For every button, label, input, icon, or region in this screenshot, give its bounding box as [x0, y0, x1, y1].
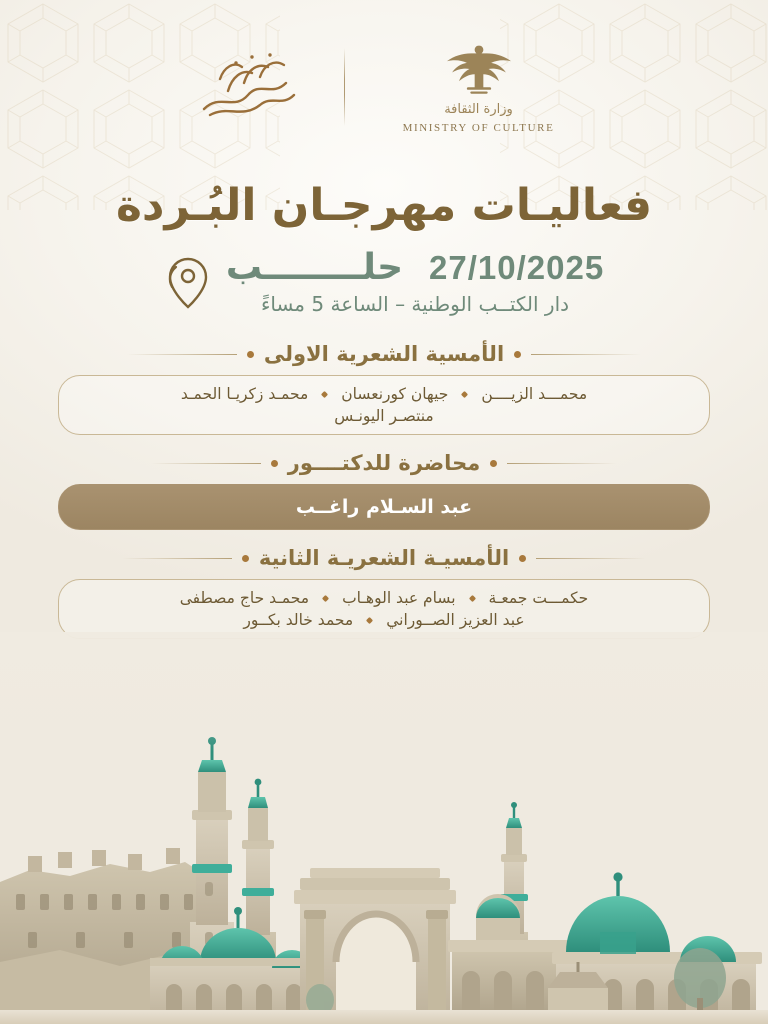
section-rule-left	[507, 463, 617, 464]
map-pin-icon	[164, 253, 212, 311]
section-title: الأمسية الشعرية الاولى	[263, 342, 505, 366]
header-divider	[344, 48, 345, 126]
name-separator-dot	[461, 390, 468, 397]
section-rule-right	[151, 463, 261, 464]
section-rule-right	[122, 558, 232, 559]
section-bullet-right	[247, 351, 254, 358]
program-section	[58, 342, 710, 435]
page-title: فعاليـات مهرجـان البُـردة	[115, 180, 653, 231]
event-meta	[0, 247, 768, 316]
name-separator-dot	[322, 594, 329, 601]
names-row	[75, 407, 693, 425]
festival-calligraphy-logo	[190, 39, 310, 135]
section-bullet-left	[490, 460, 497, 467]
name-separator-dot	[321, 390, 328, 397]
section-bullet-right	[271, 460, 278, 467]
participant-name: حكمـــت جمعـة	[488, 589, 589, 607]
program-section	[58, 546, 710, 639]
program-section	[58, 451, 710, 530]
names-row	[75, 496, 693, 518]
title-block	[0, 178, 768, 233]
section-header	[58, 546, 710, 570]
section-rule-left	[531, 354, 641, 355]
section-bullet-right	[242, 555, 249, 562]
participant-name: عبد السـلام راغــب	[295, 496, 473, 518]
names-row	[75, 589, 693, 607]
event-venue: دار الكتــب الوطنية – الساعة 5 مساءً	[260, 292, 570, 316]
city-skyline-illustration	[0, 632, 768, 1024]
name-separator-dot	[468, 594, 475, 601]
event-city: حلــــــــب	[225, 247, 404, 288]
ministry-logo	[379, 41, 579, 134]
names-box	[58, 375, 710, 435]
calligraphy-icon	[190, 39, 310, 135]
participant-name: بسام عبد الوهـاب	[342, 589, 456, 607]
eagle-emblem-icon	[427, 41, 531, 97]
participant-name: منتصـر اليونـس	[334, 407, 434, 425]
ministry-name-ar: وزارة الثقافة	[444, 101, 513, 117]
names-row	[75, 611, 693, 629]
participant-name: جيهان كورنعسان	[341, 385, 449, 403]
ministry-name-en: MINISTRY OF CULTURE	[402, 121, 555, 134]
program-sections	[0, 342, 768, 639]
section-bullet-left	[514, 351, 521, 358]
section-title: الأمسيـة الشعريـة الثانية	[258, 546, 510, 570]
event-date: 27/10/2025	[429, 249, 605, 286]
names-row	[75, 385, 693, 403]
participant-name: محمـد زكريـا الحمـد	[180, 385, 309, 403]
section-header	[58, 342, 710, 366]
section-bullet-left	[519, 555, 526, 562]
section-rule-right	[127, 354, 237, 355]
names-box	[58, 579, 710, 639]
participant-name: محمـد حاج مصطفى	[179, 589, 310, 607]
section-title: محاضرة للدكتــــور	[287, 451, 481, 475]
poster-header	[0, 0, 768, 134]
section-rule-left	[536, 558, 646, 559]
highlighted-name-box	[58, 484, 710, 530]
skyline-fade	[0, 632, 768, 752]
participant-name: عبد العزيز الصــوراني	[386, 611, 525, 629]
section-header	[58, 451, 710, 475]
name-separator-dot	[366, 616, 373, 623]
participant-name: محمد خالد بكــور	[243, 611, 354, 629]
participant-name: محمـــد الزيــــن	[481, 385, 588, 403]
